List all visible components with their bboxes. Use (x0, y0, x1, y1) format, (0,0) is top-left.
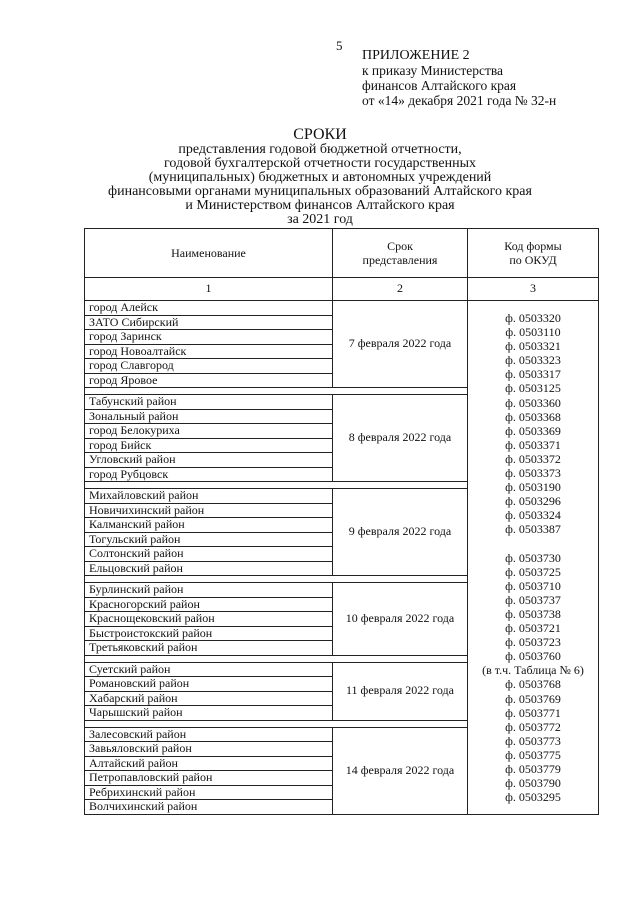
municipality-name: Калманский район (85, 518, 333, 533)
title-line: за 2021 год (287, 212, 353, 227)
header-term (333, 229, 468, 278)
municipality-name: город Белокуриха (85, 424, 333, 439)
title-line: годовой бухгалтерской отчетности государственных (163, 156, 477, 171)
form-code: ф. 0503779 (505, 762, 561, 776)
form-code: ф. 0503371 (505, 437, 561, 452)
municipality-name: Зональный район (85, 409, 333, 424)
form-code: ф. 0503790 (505, 776, 561, 791)
appendix-heading: ПРИЛОЖЕНИЕ 2 (362, 48, 470, 63)
page-number: 5 (336, 38, 343, 53)
municipality-name: город Бийск (85, 438, 333, 453)
municipality-name: город Славгород (85, 359, 333, 374)
form-code (468, 537, 598, 551)
form-code: ф. 0503738 (505, 606, 561, 621)
form-codes-cell (468, 301, 599, 815)
municipality-name: Новичихинский район (85, 503, 333, 518)
header-code (468, 229, 599, 278)
appendix-block (362, 48, 556, 108)
municipality-name: город Новоалтайск (85, 344, 333, 359)
form-code: (в т.ч. Таблица № 6) (482, 663, 584, 678)
municipality-name: Быстроистокский район (85, 626, 333, 641)
municipality-name: Петропавловский район (85, 771, 333, 786)
column-number: 3 (468, 278, 599, 301)
form-code: ф. 0503295 (505, 790, 561, 805)
submission-date: 10 февраля 2022 года (333, 583, 468, 656)
municipality-name: Ельцовский район (85, 561, 333, 576)
form-code: ф. 0503737 (505, 592, 561, 607)
column-number-row (85, 278, 599, 301)
municipality-name: Михайловский район (85, 489, 333, 504)
municipality-name: город Рубцовск (85, 467, 333, 482)
header-code-line2: по ОКУД (509, 253, 557, 267)
form-code: ф. 0503372 (505, 451, 561, 466)
schedule-table (84, 228, 599, 815)
municipality-name: Завьяловский район (85, 742, 333, 757)
form-code: ф. 0503324 (505, 508, 561, 523)
appendix-line: финансов Алтайского края (362, 78, 517, 93)
form-code: ф. 0503369 (505, 423, 561, 438)
form-code: ф. 0503775 (505, 747, 561, 762)
title-line: финансовыми органами муниципальных образований Алтайского края (108, 184, 532, 199)
submission-date: 9 февраля 2022 года (333, 489, 468, 576)
form-code: ф. 0503721 (505, 621, 561, 636)
form-code: ф. 0503768 (505, 677, 561, 692)
form-code: ф. 0503723 (505, 635, 561, 650)
submission-date: 8 февраля 2022 года (333, 395, 468, 482)
municipality-name: Тогульский район (85, 532, 333, 547)
form-code: ф. 0503360 (505, 395, 561, 410)
appendix-line: к приказу Министерства (362, 63, 504, 78)
form-code: ф. 0503296 (505, 494, 561, 509)
municipality-name: Волчихинский район (85, 800, 333, 815)
municipality-name: Красногорский район (85, 597, 333, 612)
column-number: 1 (85, 278, 333, 301)
municipality-name: Угловский район (85, 453, 333, 468)
municipality-name: город Яровое (85, 373, 333, 388)
header-name: Наименование (85, 229, 333, 278)
header-row (85, 229, 599, 278)
title-line: представления годовой бюджетной отчетности, (178, 142, 462, 157)
municipality-name: город Алейск (85, 301, 333, 316)
municipality-name: Алтайский район (85, 756, 333, 771)
municipality-name: Краснощековский район (85, 612, 333, 627)
municipality-name: Ребрихинский район (85, 785, 333, 800)
form-code: ф. 0503125 (505, 381, 561, 396)
title-heading: СРОКИ (293, 126, 347, 143)
document-title (0, 127, 640, 227)
group-separator (85, 576, 468, 583)
municipality-name: Хабарский район (85, 691, 333, 706)
form-code: ф. 0503323 (505, 353, 561, 368)
group-separator (85, 720, 468, 727)
form-code: ф. 0503317 (505, 367, 561, 382)
form-code: ф. 0503321 (505, 339, 561, 354)
form-code: ф. 0503368 (505, 409, 561, 424)
municipality-name: Табунский район (85, 395, 333, 410)
form-code: ф. 0503760 (505, 649, 561, 664)
form-code: ф. 0503769 (505, 691, 561, 706)
municipality-name: Чарышский район (85, 706, 333, 721)
group-separator (85, 482, 468, 489)
submission-date: 7 февраля 2022 года (333, 301, 468, 388)
form-code: ф. 0503772 (505, 719, 561, 734)
header-code-line1: Код формы (504, 239, 562, 253)
submission-date: 11 февраля 2022 года (333, 662, 468, 720)
header-term-line1: Срок (387, 239, 413, 253)
submission-date: 14 февраля 2022 года (333, 727, 468, 814)
form-code: ф. 0503771 (505, 705, 561, 720)
table-row (85, 301, 599, 316)
municipality-name: Суетский район (85, 662, 333, 677)
municipality-name: Залесовский район (85, 727, 333, 742)
form-code: ф. 0503387 (505, 522, 561, 537)
form-code: ф. 0503320 (505, 311, 561, 325)
title-line: и Министерством финансов Алтайского края (185, 198, 455, 213)
form-code: ф. 0503373 (505, 466, 561, 481)
column-number: 2 (333, 278, 468, 301)
form-code: ф. 0503110 (505, 325, 561, 340)
form-code: ф. 0503773 (505, 733, 561, 748)
form-code: ф. 0503730 (505, 550, 561, 565)
municipality-name: Бурлинский район (85, 583, 333, 598)
title-line: (муниципальных) бюджетных и автономных учреждений (148, 170, 492, 185)
group-separator (85, 388, 468, 395)
municipality-name: город Заринск (85, 330, 333, 345)
form-code: ф. 0503725 (505, 564, 561, 579)
form-code: ф. 0503710 (505, 578, 561, 593)
municipality-name: ЗАТО Сибирский (85, 315, 333, 330)
municipality-name: Третьяковский район (85, 641, 333, 656)
municipality-name: Солтонский район (85, 547, 333, 562)
header-term-line2: представления (362, 253, 438, 267)
form-code: ф. 0503190 (505, 480, 561, 495)
group-separator (85, 655, 468, 662)
appendix-line: от «14» декабря 2021 года № 32-н (362, 93, 557, 108)
municipality-name: Романовский район (85, 677, 333, 692)
